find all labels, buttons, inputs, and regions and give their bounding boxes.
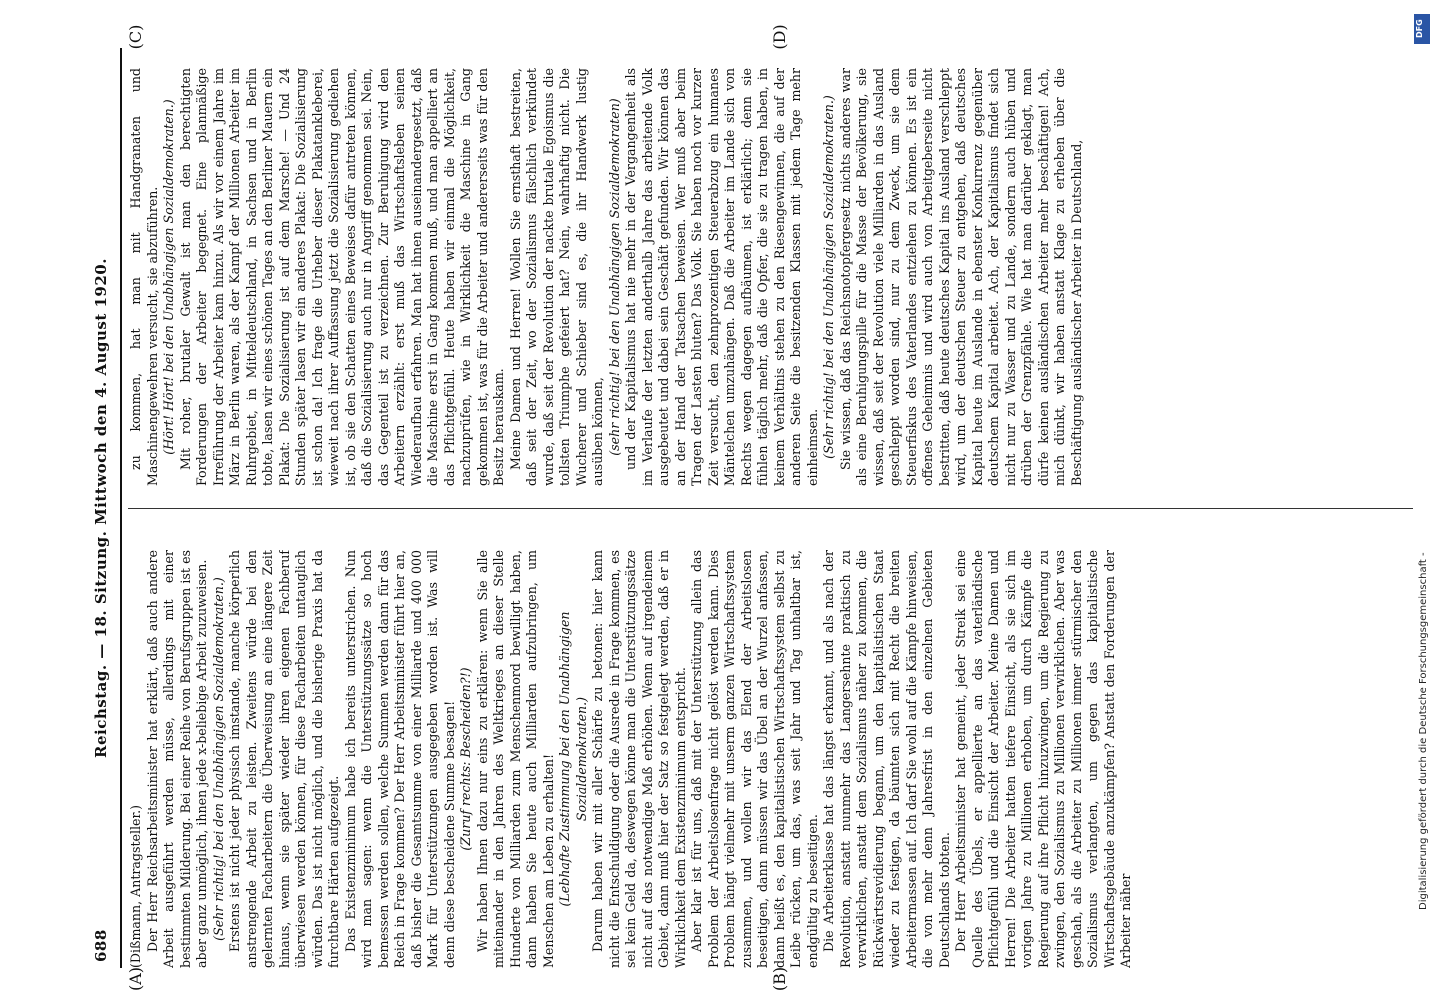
paragraph: (Dißmann, Antragsteller.) <box>128 804 143 968</box>
margin-marker-b: (B) <box>770 966 789 992</box>
paragraph: zu kommen, hat man mit Handgranaten und Maschinengewehren versucht, sie abzuführen. <box>128 68 160 486</box>
rotated-page <box>80 24 1420 992</box>
paragraph: Aber klar ist für uns, daß mit der Unterstützung allein das Problem der Arbeitslosenfrage nicht gelöst werden kann. Dies Problem hängt vielmehr mit unserm ganzen Wirtschaftssystem zusammen, und wollen wir das Elend der Arbeitslosen beseitigen, dann müssen wir das Übel an der Wurzel anfassen, dann heißt es, den kapitalistischen Wirtschaftssystem selbst zu Leibe rücken, um das, was seit Jahr und Tag unhaltbar ist, endgültig zu beseitigen. <box>689 550 820 968</box>
credit-text: Digitalisierung gefördert durch die Deutsche Forschungsgemeinschaft - <box>1418 552 1429 910</box>
right-column <box>128 68 1413 486</box>
page-header <box>80 48 122 968</box>
margin-marker-a: (A) <box>126 966 145 992</box>
dfg-logo: DFG <box>1414 14 1430 44</box>
page-title: Reichstag. — 18. Sitzung. Mittwoch den 4. August 1920. <box>92 258 110 758</box>
paragraph: Das Existenzminimum habe ich bereits unterstrichen. Nun wird man sagen: wenn die Unterstützungssätze so hoch bemessen werden sollen, welche Summen werden dann für das Reich in Frage kommen? Der Herr Arbeitsminister führt hier an, daß bisher die Gesamtsumme von einer Milliarde und 400 000 Mark für Unterstützungen ausgegeben worden ist. Was will denn diese bescheidene Summe besagen! <box>342 550 457 968</box>
paragraph: (sehr richtig! bei den Unabhängigen Sozialdemokraten) <box>606 98 622 456</box>
paragraph: Die Arbeiterklasse hat das längst erkannt, und als nach der Revolution, anstatt nunmehr das Langersehnte praktisch zu verwirklichen, anstatt dem Sozialismus näher zu kommen, die Rückwärtsrevidierung begann, um den kapitalistischen Staat wieder zu festigen, da bäumten sich mit Recht die breiten Arbeitermassen auf. Ich darf Sie wohl auf die Kämpfe hinweisen, die von mehr denn Jahresfrist in den einzelnen Gebieten Deutschlands tobten. <box>821 550 952 968</box>
paragraph: Mit roher, brutaler Gewalt ist man den berechtigten Forderungen der Arbeiter begegnet. Eine planmäßige Irreführung der Arbeiter kam hinzu. Als wir vor einem Jahre im März in Berlin waren, als der Kampf der Millionen Arbeiter im Ruhrgebiet, in Mitteldeutschland, in Sachsen und in Berlin tobte, lasen wir eines schönen Tages an den Berliner Mauern ein Plakat: Die Sozialisierung ist auf dem Marsche! — Und 24 Stunden später lasen wir ein anderes Plakat: Die Sozialisierung ist schon da! Ich frage die Urheber dieser Plakatankleberei, wieweit nach ihrer Auffassung jetzt die Sozialisierung gediehen ist, ob sie den Schatten eines Beweises dafür antreten können, daß die Sozialisierung auch nur in Angriff genommen sei. Nein, das Gegenteil ist zu verzeichnen. Zur Beruhigung wird den Arbeitern erzählt: erst muß das Wirtschaftsleben seinen Wiederaufbau erfahren. Man hat ihnen auseinandergesetzt, daß die Maschine erst in Gang kommen muß, und man appelliert an das Pflichtgefühl. Heute haben wir einmal die Möglichkeit, nachzuprüfen, wie in Wirklichkeit die Maschine in Gang gekommen ist, was für die Arbeiter und andererseits was für den Besitz herauskam. <box>177 68 506 486</box>
margin-marker-c: (C) <box>126 24 145 50</box>
paragraph: und der Kapitalismus hat nie mehr in der Vergangenheit als im Verlaufe der letzten anderthalb Jahre das arbeitende Volk ausgebeutet und dabei sein Geschäft gefunden. Wir können das an der Hand der Tatsachen beweisen. Wer muß aber beim Tragen der Lasten bluten? Das Volk. Sie haben noch vor kurzer Zeit versucht, den zehnprozentigen Steuerabzug ein humanes Mäntelchen umzuhängen. Daß die Arbeiter im Lande sich von Rechts wegen dagegen aufbäumen, ist erklärlich; denn sie fühlen täglich mehr, daß die Opfer, die sie zu tragen haben, in keinem Verhältnis stehen zu den Riesengewinnen, die auf der anderen Seite die besitzenden Klassen mit jedem Tage mehr einheimsen. <box>623 68 820 486</box>
paragraph: (Lebhafte Zustimmung bei den Unabhängigen Sozialdemokraten.) <box>557 611 589 907</box>
paragraph: Meine Damen und Herren! Wollen Sie ernsthaft bestreiten, daß seit der Zeit, wo der Sozialismus fälschlich verkündet wurde, daß seit der Revolution der nackte brutale Egoismus die tollsten Triumphe gefeiert hat? Nein, wahrhaftig nicht. Die Wucherer und Schieber sind es, die ihr Handwerk lustig ausüben können, <box>507 68 605 486</box>
paragraph: Darum haben wir mit aller Schärfe zu betonen: hier kann nicht die Entschuldigung oder die Ausrede in Frage kommen, es sei kein Geld da, deswegen könne man die Unterstützungssätze nicht auf das notwendige Maß erhöhen. Wenn auf irgendeinem Gebiet, dann muß hier der Satz so festgelegt werden, daß er in Wirklichkeit dem Existenzminimum entspricht. <box>590 550 688 968</box>
paragraph: (Sehr richtig! bei den Unabhängigen Sozialdemokraten.) <box>821 95 836 459</box>
paragraph: Sie wissen, daß das Reichsnotopfergesetz nichts anderes war als eine Beruhigungspille für die Masse der Bevölkerung, sie wissen, daß seit der Revolution viele Milliarden in das Ausland geschleppt worden sind, nur zu dem Zweck, um sie dem Steuerfiskus des Vaterlandes entziehen zu können. Es ist ein offenes Geheimnis und wird auch von Arbeitgeberseite nicht bestritten, daß heute deutsches Kapital ins Ausland verschleppt wird, um der deutschen Steuer zu entgehen, daß deutsches Kapital heute im Auslande in ebenster Konkurrenz gegenüber deutschem Kapital arbeitet. Ach, der Kapitalismus findet sich nicht nur zu Wasser und zu Lande, sondern auch hüben und drüben der Grenzpfähle. Wie hat man darüber geklagt, man dürfe keinen ausländischen Arbeiter mehr beschäftigen! Ach, mich dünkt, wir haben anstatt Klage zu erheben über die Beschäftigung ausländischer Arbeiter in Deutschland, <box>837 68 1084 486</box>
left-column <box>128 550 1413 968</box>
paragraph: Erstens ist nicht jeder physisch imstande, manche körperlich anstrengende Arbeit zu leisten. Zweitens würde bei den gelernten Facharbeitern die Überweisung an eine längere Zeit hinaus, wenn sie später wieder ihren eigenen Fachberuf überwiesen werden können, für diese Facharbeiten untauglich würden. Das ist nicht möglich, und die bisherige Praxis hat da furchtbare Härten aufgezeigt. <box>227 550 341 968</box>
column-divider <box>128 508 1413 509</box>
paragraph: (Hört! Hört! bei den Unabhängigen Sozialdemokraten.) <box>161 99 176 455</box>
margin-marker-d: (D) <box>770 24 789 50</box>
digitization-credit <box>1416 10 1430 990</box>
paragraph: Wir haben Ihnen dazu nur eins zu erklären: wenn Sie alle miteinander in den Jahren des Weltkrieges an dieser Stelle Hunderte von Milliarden zum Menschenmord bewilligt haben, dann haben Sie heute auch Milliarden aufzubringen, um Menschen am Leben zu erhalten! <box>474 550 556 968</box>
page-number: 688 <box>92 929 110 962</box>
paragraph: Der Herr Reichsarbeitsminister hat erklärt, daß auch andere Arbeit ausgeführt werden müsse, allerdings mit einer bestimmten Milderung. Bei einer Reihe von Berufsgruppen ist es aber ganz unmöglich, ihnen jede x-beliebige Arbeit zuzuweisen. <box>144 550 209 968</box>
paragraph: Der Herr Arbeitsminister hat gemeint, jeder Streik sei eine Quelle des Übels, er appellierte an das vaterländische Pflichtgefühl und die Einsicht der Arbeiter. Meine Damen und Herren! Die Arbeiter hatten tiefere Einsicht, als sie sich im vorigen Jahre zu Millionen erhoben, um durch Kämpfe die Regierung auf ihre Pflicht hinzuzwingen, um die Regierung zu zwingen, den Sozialismus zu Millionen verwirklichen. Aber was geschah, als die Arbeiter zu Millionen immer stürmischer den Sozialismus verlangten, um gegen das kapitalistische Wirtschaftsgebäude anzukämpfen? Anstatt den Forderungen der Arbeiter näher <box>953 550 1133 968</box>
paragraph: (Sehr richtig! bei den Unabhängigen Sozialdemokraten.) <box>210 577 226 941</box>
paragraph: (Zuruf rechts: Bescheiden?!) <box>458 667 473 851</box>
